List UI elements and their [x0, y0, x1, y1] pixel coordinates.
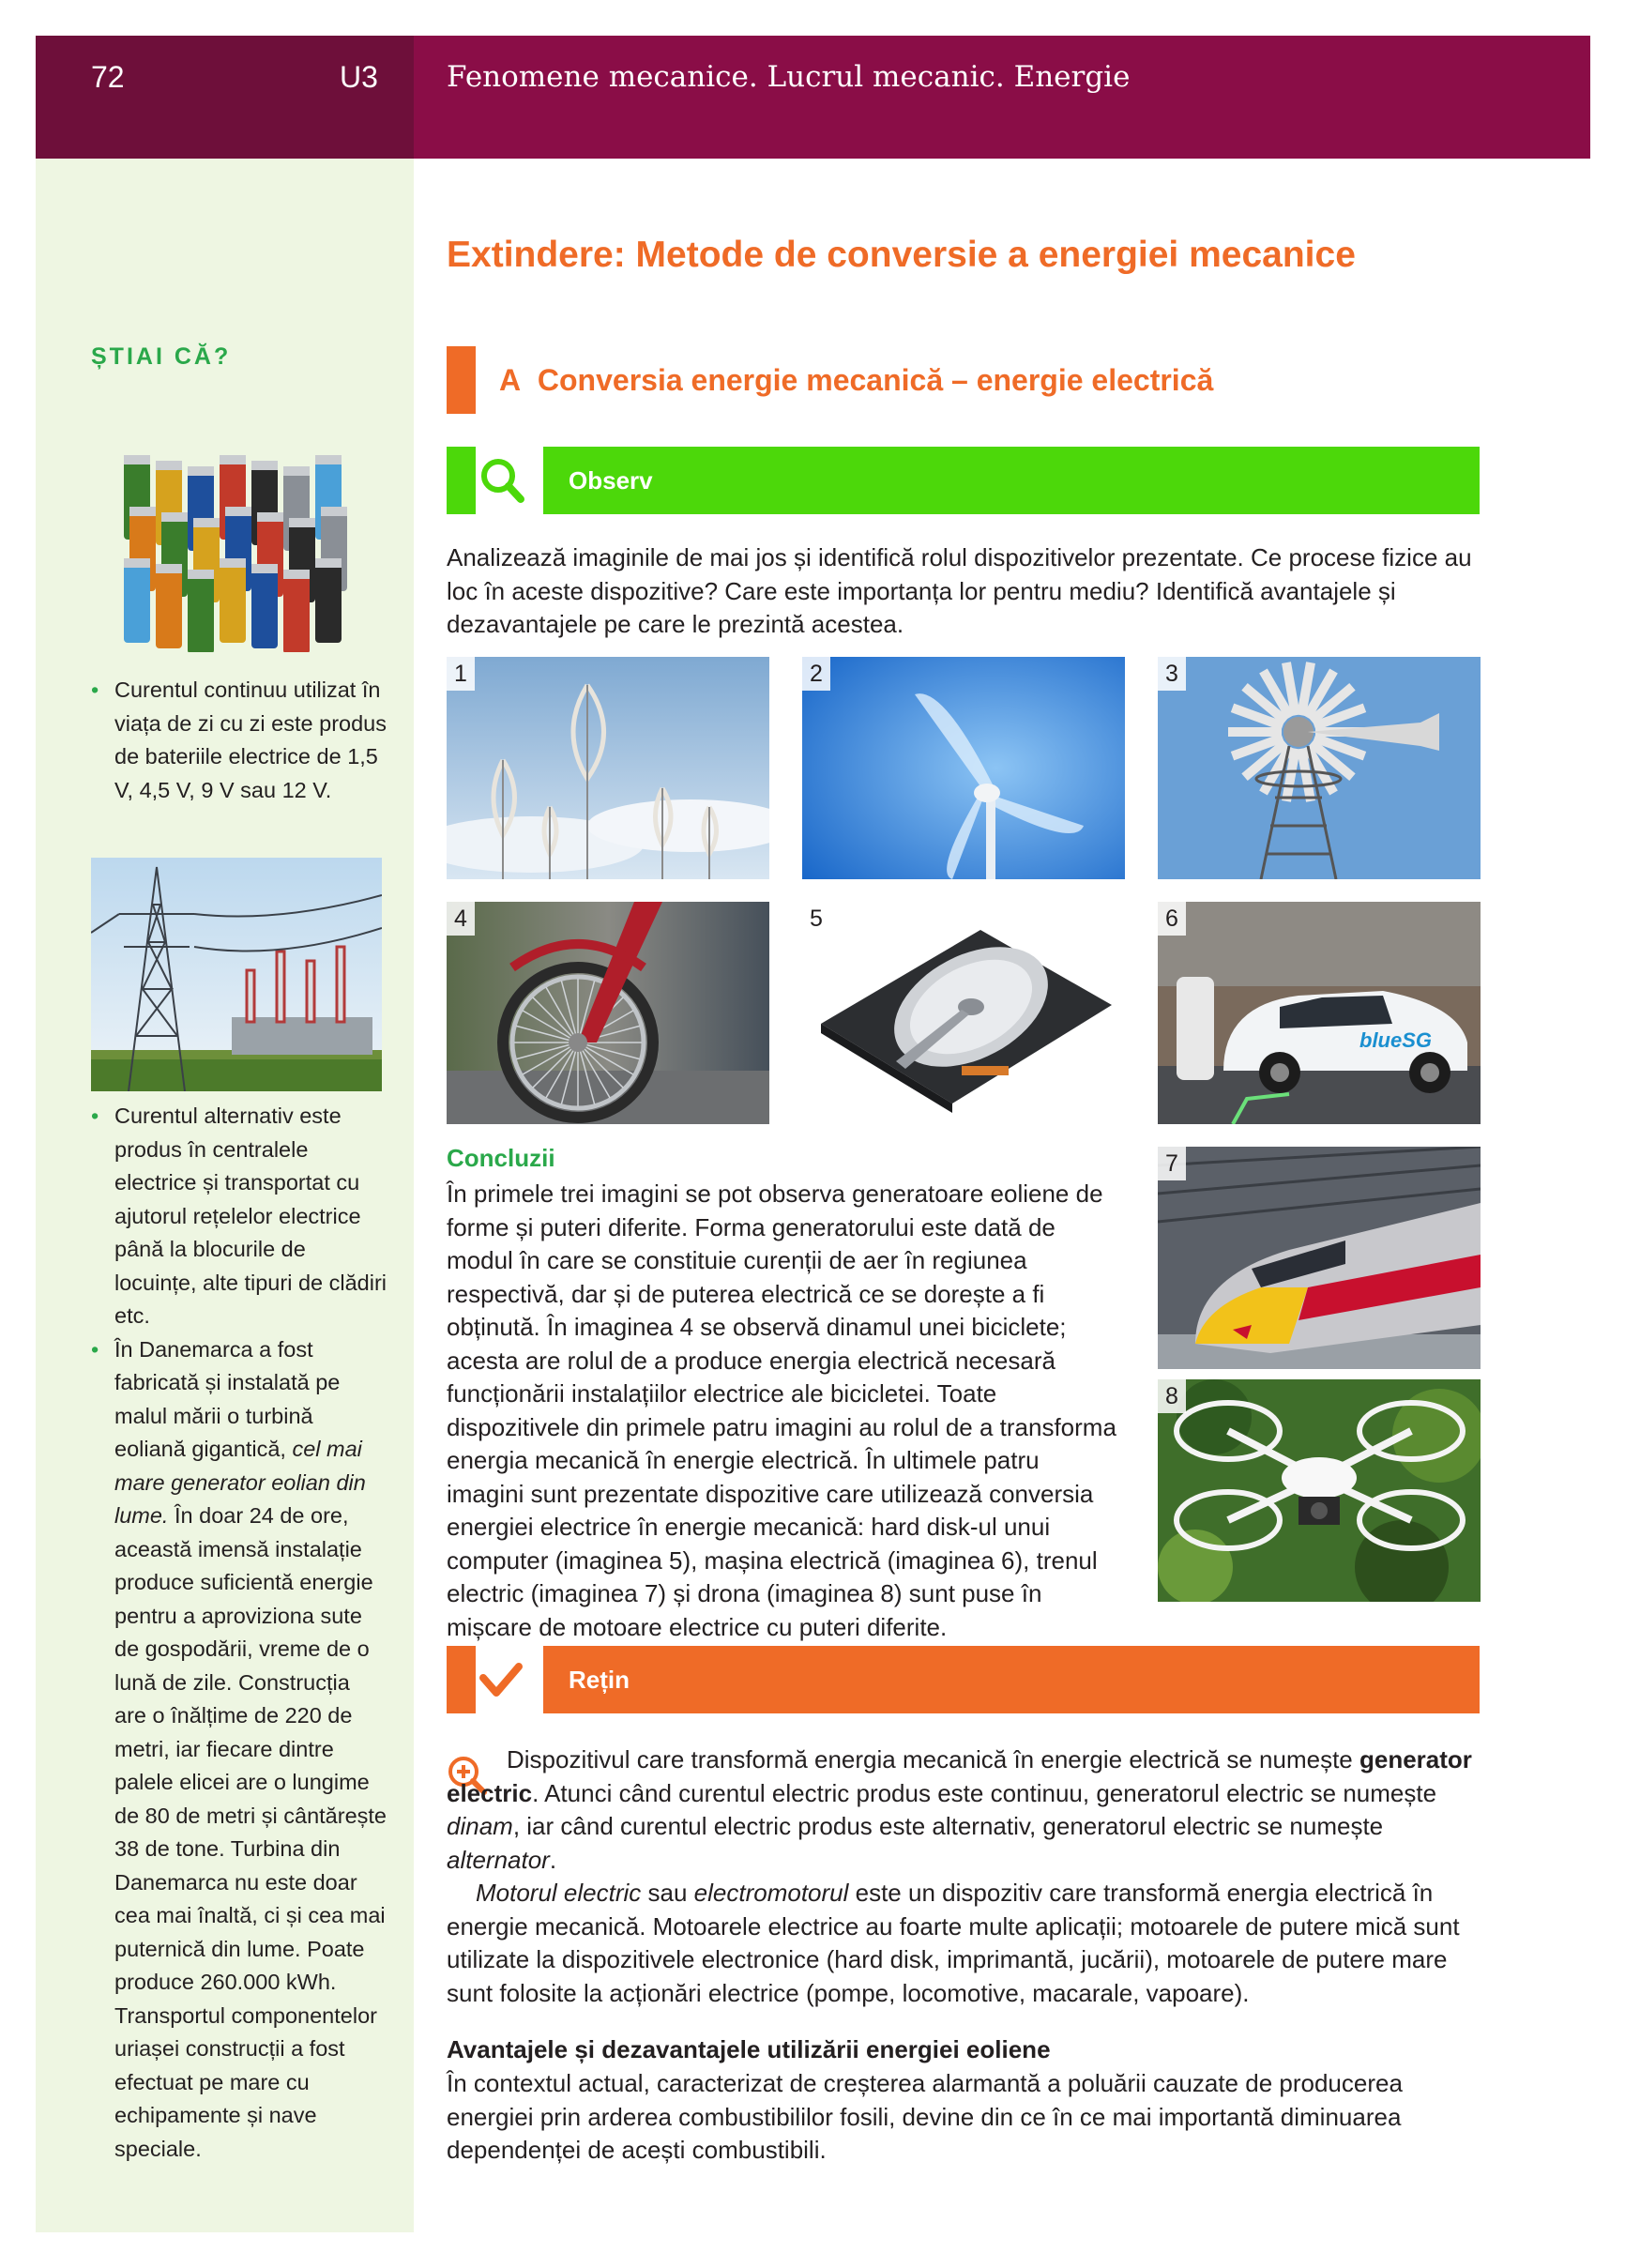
image-number: 7 — [1158, 1147, 1186, 1180]
conclusions-text: În primele trei imagini se pot observa generatoare eoliene de forme și puteri diferite. Forma generatorului este dată de modul în care se constituie curenții de aer în regiunea respectivă, dar și de puterea electrică ce se dorește a fi obținută. În imaginea 4 se observă dinamul unei biciclete; acesta are rolul de a produce energia electrică necesară funcționării instalațiilor electrice ale bicicletei. Toate dispozitivele din primele patru imagini au rolul de a transforma energia mecanică în energie electrică. În ultimele patru imagini sunt prezentate dispozitive care utilizează conversia energiei electrice în energie mecanică: hard disk-ul unui computer (imaginea 5), mașina electrică (imaginea 6), trenul electric (imaginea 7) și drona (imaginea 8) sunt puse în mișcare de motoare electrice cu puteri diferite. — [447, 1180, 1116, 1641]
image-7-electric-train — [1158, 1147, 1481, 1369]
image-number: 1 — [447, 657, 475, 691]
unit-label: U3 — [340, 60, 378, 94]
observe-bar — [543, 447, 1480, 514]
sidebar-fact: • Curentul continuu utilizat în viața de zi cu zi este produs de bateriile electrice de 1,5 V, 4,5 V, 9 V sau 12 V. — [91, 674, 387, 807]
wind-text: În contextul actual, caracterizat de creșterea alarmantă a poluării cauzate de producerea energiei prin arderea combustibililor fosili, devine din ce în ce mai importantă diminuarea dependenței de acești combustibili. — [447, 2069, 1403, 2164]
page-header — [36, 36, 1590, 159]
retin-band — [447, 1646, 1480, 1713]
sidebar-fact-denmark: • În Danemarca a fost fabricată și instalată pe malul mării o turbină eoliană gigantică, cel mai mare generator eolian din lume. În doar 24 de ore, această imensă instalație produce suficientă energie pentru a aproviziona sute de gospodării, vreme de o lună de zile. Construcția are o înălțime de 220 de metri, iar fiecare dintre palele elicei are o lungime de 80 de metri și cântărește 38 de tone. Turbina din Danemarca nu este doar cea mai înaltă, ci și cea mai puternică din lume. Poate produce 260.000 kWh. Transportul componentelor uriașei construcții a fost efectuat pe mare cu echipamente și nave speciale. — [91, 1333, 387, 2167]
conclusions-heading: Concluzii — [447, 1144, 555, 1172]
power-plant-image — [91, 858, 382, 1091]
observe-label: Observ — [569, 466, 653, 495]
image-2-wind-turbine — [802, 657, 1125, 879]
image-number: 6 — [1158, 902, 1186, 936]
sidebar-heading: ȘTIAI CĂ? — [91, 343, 232, 370]
image-4-bicycle — [447, 902, 769, 1124]
image-number: 5 — [802, 902, 830, 936]
retin-paragraph-1: Dispozitivul care transformă energia mecanică în energie electrică se numește generator electric. Atunci când curentul electric produs este continuu, generatorul electric se numește dinam, iar când curentul electric produs este alternativ, generatorul electric se numește alternator. — [447, 1745, 1472, 1874]
sidebar-list-2 — [91, 1100, 387, 2166]
retin-tab — [447, 1646, 476, 1713]
observe-band — [447, 447, 1480, 514]
observe-text: Analizează imaginile de mai jos și identifică rolul dispozitivelor prezentate. Ce procese fizice au loc în aceste dispozitive? Care este importanța lor pentru mediu? Identifică avantajele și dezavantajele pe care le prezintă acestea. — [447, 543, 1472, 638]
batteries-image — [113, 427, 357, 652]
image-number: 4 — [447, 902, 475, 936]
image-1-wind-turbines — [447, 657, 769, 879]
car-logo-text: blueSG — [1359, 1028, 1433, 1052]
header-left-block — [36, 36, 414, 159]
image-number: 3 — [1158, 657, 1186, 691]
image-number: 2 — [802, 657, 830, 691]
retin-label: Rețin — [569, 1666, 630, 1694]
checkmark-icon — [476, 1646, 520, 1713]
chapter-title: Fenomene mecanice. Lucrul mecanic. Energie — [447, 60, 1131, 94]
sidebar-list-1 — [91, 674, 387, 807]
magnifier-icon — [476, 447, 520, 514]
retin-bar — [543, 1646, 1480, 1713]
section-marker — [447, 346, 476, 414]
image-3-windmill — [1158, 657, 1481, 879]
image-5-hard-disk — [802, 902, 1125, 1124]
wind-heading: Avantajele și dezavantajele utilizării energiei eoliene — [447, 2035, 1051, 2063]
section-a-title: A Conversia energie mecanică – energie electrică — [499, 363, 1214, 397]
sidebar-fact: • Curentul alternativ este produs în centralele electrice și transportat cu ajutorul rețelelor electrice până la blocurile de locuințe, alte tipuri de clădiri etc. — [91, 1100, 387, 1333]
page-number: 72 — [91, 60, 125, 94]
observe-tab — [447, 447, 476, 514]
image-number: 8 — [1158, 1379, 1186, 1413]
retin-paragraph-2: Motorul electric sau electromotorul este un dispozitiv care transformă energia electrică în energie mecanică. Motoarele electrice au foarte multe aplicații; motoarele de putere mică sunt utilizate la dispozitivele electronice (hard disk, imprimantă, jucării), motoarele de putere mare sunt folosite la acționări electrice (pompe, locomotive, macarale, vapoare). — [447, 1879, 1460, 2007]
header-right-block — [414, 36, 1590, 159]
image-8-drone — [1158, 1379, 1481, 1602]
image-6-electric-car — [1158, 902, 1481, 1124]
page-title: Extindere: Metode de conversie a energiei mecanice — [447, 235, 1356, 275]
